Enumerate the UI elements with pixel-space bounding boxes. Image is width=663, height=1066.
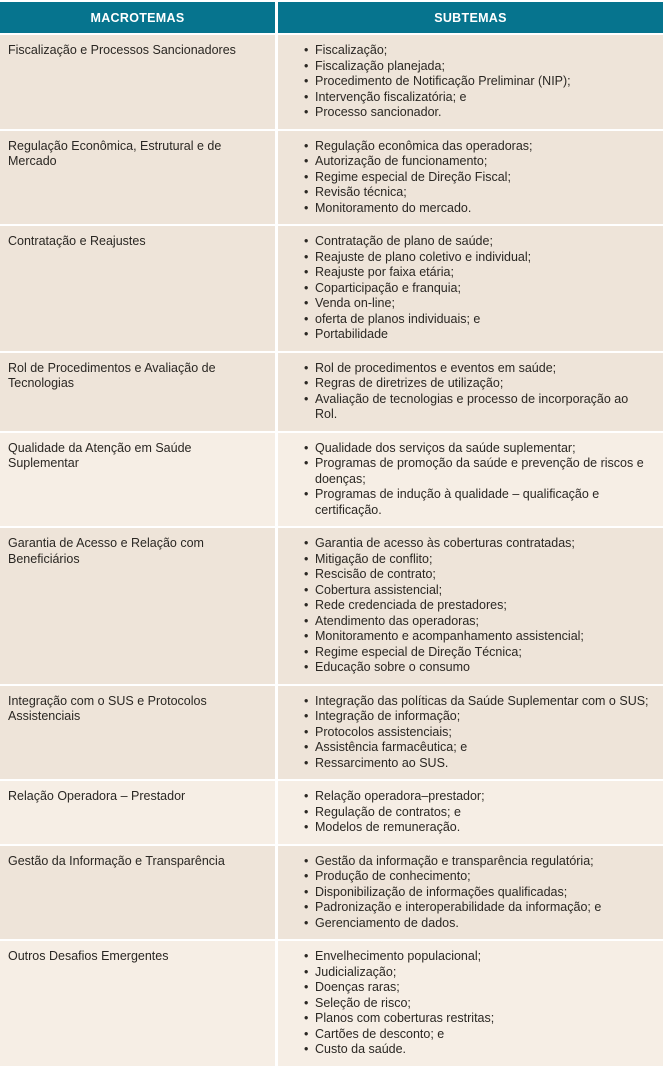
subtemas-list: [304, 139, 651, 217]
table-row: [0, 351, 663, 431]
table-row: [0, 779, 663, 844]
subtema-item: • Processo sancionador.: [304, 105, 651, 121]
table-row: [0, 33, 663, 129]
subtemas-list: [304, 441, 651, 519]
header-cell-subtemas: SUBTEMAS: [278, 2, 663, 33]
subtema-item: • oferta de planos individuais; e: [304, 312, 651, 328]
subtema-item: • Produção de conhecimento;: [304, 869, 651, 885]
subtemas-list: [304, 43, 651, 121]
subtema-item: • Fiscalização;: [304, 43, 651, 59]
subtema-item: • Regulação de contratos; e: [304, 805, 651, 821]
subtema-item: • Regime especial de Direção Técnica;: [304, 645, 651, 661]
subtema-item: • Rede credenciada de prestadores;: [304, 598, 651, 614]
macrotema-cell: Rol de Procedimentos e Avaliação de Tecnologias: [0, 353, 278, 431]
subtema-item: • Custo da saúde.: [304, 1042, 651, 1058]
subtema-item: • Qualidade dos serviços da saúde suplementar;: [304, 441, 651, 457]
subtemas-cell: [278, 528, 663, 684]
subtema-item: • Gerenciamento de dados.: [304, 916, 651, 932]
subtema-item: • Avaliação de tecnologias e processo de incorporação ao Rol.: [304, 392, 651, 423]
subtema-item: • Regulação econômica das operadoras;: [304, 139, 651, 155]
subtema-item: • Seleção de risco;: [304, 996, 651, 1012]
subtema-item: • Regras de diretrizes de utilização;: [304, 376, 651, 392]
subtema-item: • Planos com coberturas restritas;: [304, 1011, 651, 1027]
subtema-item: • Garantia de acesso às coberturas contratadas;: [304, 536, 651, 552]
table-header-row: [0, 2, 663, 33]
subtema-item: • Ressarcimento ao SUS.: [304, 756, 651, 772]
subtema-item: • Rescisão de contrato;: [304, 567, 651, 583]
subtema-item: • Doenças raras;: [304, 980, 651, 996]
subtema-item: • Cobertura assistencial;: [304, 583, 651, 599]
macrotema-cell: Relação Operadora – Prestador: [0, 781, 278, 844]
macrotema-cell: Garantia de Acesso e Relação com Beneficiários: [0, 528, 278, 684]
subtema-item: • Regime especial de Direção Fiscal;: [304, 170, 651, 186]
subtemas-list: [304, 949, 651, 1058]
table-row: [0, 431, 663, 527]
subtema-item: • Venda on-line;: [304, 296, 651, 312]
macrotema-cell: Contratação e Reajustes: [0, 226, 278, 351]
subtema-item: • Autorização de funcionamento;: [304, 154, 651, 170]
subtemas-cell: [278, 131, 663, 225]
subtema-item: • Monitoramento e acompanhamento assistencial;: [304, 629, 651, 645]
subtema-item: • Contratação de plano de saúde;: [304, 234, 651, 250]
table-row: [0, 939, 663, 1066]
subtema-item: • Educação sobre o consumo: [304, 660, 651, 676]
subtema-item: • Judicialização;: [304, 965, 651, 981]
subtema-item: • Disponibilização de informações qualificadas;: [304, 885, 651, 901]
subtema-item: • Programas de indução à qualidade – qualificação e certificação.: [304, 487, 651, 518]
subtema-item: • Revisão técnica;: [304, 185, 651, 201]
subtemas-list: [304, 694, 651, 772]
table-row: [0, 844, 663, 940]
subtemas-cell: [278, 35, 663, 129]
subtema-item: • Envelhecimento populacional;: [304, 949, 651, 965]
subtemas-cell: [278, 353, 663, 431]
subtema-item: • Assistência farmacêutica; e: [304, 740, 651, 756]
macrotema-cell: Gestão da Informação e Transparência: [0, 846, 278, 940]
subtema-item: • Integração das políticas da Saúde Suplementar com o SUS;: [304, 694, 651, 710]
subtema-item: • Programas de promoção da saúde e prevenção de riscos e doenças;: [304, 456, 651, 487]
subtema-item: • Mitigação de conflito;: [304, 552, 651, 568]
subtema-item: • Procedimento de Notificação Preliminar (NIP);: [304, 74, 651, 90]
subtema-item: • Gestão da informação e transparência regulatória;: [304, 854, 651, 870]
subtemas-list: [304, 854, 651, 932]
subtemas-list: [304, 361, 651, 423]
header-cell-macrotemas: MACROTEMAS: [0, 2, 278, 33]
subtema-item: • Integração de informação;: [304, 709, 651, 725]
subtema-item: • Relação operadora–prestador;: [304, 789, 651, 805]
subtemas-list: [304, 789, 651, 836]
table-row: [0, 684, 663, 780]
subtemas-cell: [278, 846, 663, 940]
subtema-item: • Padronização e interoperabilidade da informação; e: [304, 900, 651, 916]
macrotema-cell: Fiscalização e Processos Sancionadores: [0, 35, 278, 129]
subtemas-cell: [278, 941, 663, 1066]
subtema-item: • Portabilidade: [304, 327, 651, 343]
subtemas-list: [304, 234, 651, 343]
subtema-item: • Fiscalização planejada;: [304, 59, 651, 75]
table-body: [0, 33, 663, 1066]
macrotema-cell: Outros Desafios Emergentes: [0, 941, 278, 1066]
subtemas-cell: [278, 226, 663, 351]
subtemas-cell: [278, 433, 663, 527]
subtema-item: • Reajuste de plano coletivo e individual;: [304, 250, 651, 266]
subtemas-list: [304, 536, 651, 676]
subtema-item: • Reajuste por faixa etária;: [304, 265, 651, 281]
subtema-item: • Intervenção fiscalizatória; e: [304, 90, 651, 106]
subtema-item: • Protocolos assistenciais;: [304, 725, 651, 741]
macrotema-cell: Qualidade da Atenção em Saúde Suplementar: [0, 433, 278, 527]
subtema-item: • Modelos de remuneração.: [304, 820, 651, 836]
subtemas-cell: [278, 781, 663, 844]
macrotema-cell: Integração com o SUS e Protocolos Assistenciais: [0, 686, 278, 780]
table-row: [0, 129, 663, 225]
subtema-item: • Monitoramento do mercado.: [304, 201, 651, 217]
subtema-item: • Rol de procedimentos e eventos em saúde;: [304, 361, 651, 377]
macrotema-cell: Regulação Econômica, Estrutural e de Mercado: [0, 131, 278, 225]
table-row: [0, 224, 663, 351]
subtemas-cell: [278, 686, 663, 780]
subtema-item: • Coparticipação e franquia;: [304, 281, 651, 297]
subtema-item: • Atendimento das operadoras;: [304, 614, 651, 630]
subtema-item: • Cartões de desconto; e: [304, 1027, 651, 1043]
table-row: [0, 526, 663, 684]
